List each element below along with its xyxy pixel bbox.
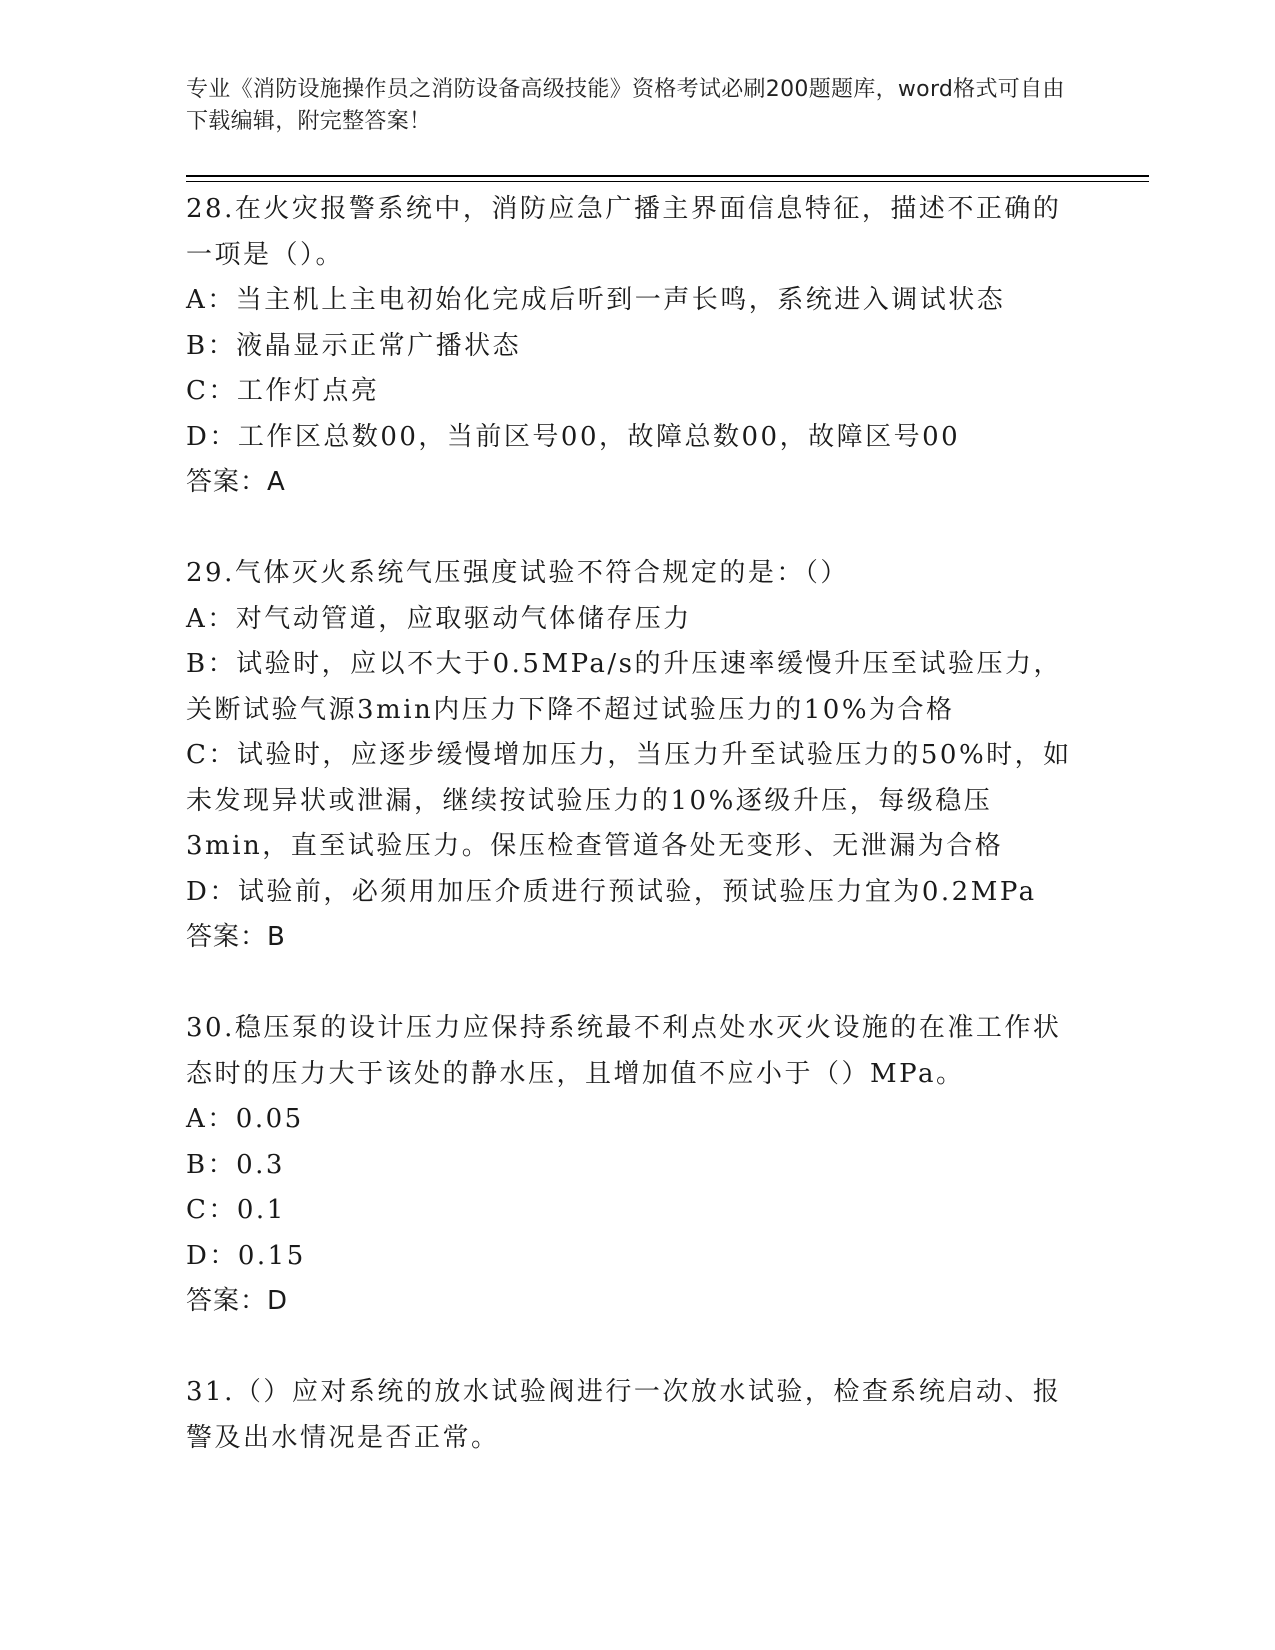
answer-label: 答案：B <box>186 922 286 952</box>
question-stem: 31.（）应对系统的放水试验阀进行一次放水试验，检查系统启动、报警及出水情况是否正常。 <box>186 1377 1062 1453</box>
document-header: 专业《消防设施操作员之消防设备高级技能》资格考试必刷200题题库，word格式可自由下载编辑，附完整答案！ <box>186 77 1065 134</box>
question-30 <box>186 1006 1086 1370</box>
question-31 <box>186 1370 1086 1461</box>
question-list <box>186 187 1086 1461</box>
option-d: D：试验前，必须用加压介质进行预试验，预试验压力宜为0.2MPa <box>186 876 1037 907</box>
question-spacer <box>186 506 1086 552</box>
option-d: D：0.15 <box>186 1240 306 1271</box>
question-spacer <box>186 1325 1086 1371</box>
question-28 <box>186 187 1086 551</box>
answer-label: 答案：A <box>186 467 286 497</box>
option-a: A：对气动管道，应取驱动气体储存压力 <box>186 603 692 634</box>
question-29 <box>186 551 1086 1006</box>
option-b: B：液晶显示正常广播状态 <box>186 330 522 361</box>
option-a: A：当主机上主电初始化完成后听到一声长鸣，系统进入调试状态 <box>186 285 1006 315</box>
question-spacer <box>186 961 1086 1007</box>
option-c: C：工作灯点亮 <box>186 376 380 406</box>
option-c: C：0.1 <box>186 1195 286 1225</box>
question-stem: 30.稳压泵的设计压力应保持系统最不利点处水灭火设施的在准工作状态时的压力大于该处的静水压，且增加值不应小于（）MPa。 <box>186 1013 1062 1089</box>
option-c: C：试验时，应逐步缓慢增加压力，当压力升至试验压力的50%时，如未发现异状或泄漏，继续按试验压力的10%逐级升压，每级稳压3min，直至试验压力。保压检查管道各处无变形、无泄漏为合格 <box>186 740 1072 861</box>
header-rule-thin <box>186 181 1149 182</box>
question-stem: 29.气体灭火系统气压强度试验不符合规定的是：（） <box>186 558 849 588</box>
option-d: D：工作区总数00，当前区号00，故障总数00，故障区号00 <box>186 421 961 452</box>
option-b: B：0.3 <box>186 1149 285 1180</box>
option-b: B：试验时，应以不大于0.5MPa/s的升压速率缓慢升压至试验压力，关断试验气源3min内压力下降不超过试验压力的10%为合格 <box>186 649 1063 725</box>
option-a: A：0.05 <box>186 1104 304 1134</box>
answer-label: 答案：D <box>186 1286 289 1316</box>
header-rule-thick <box>186 175 1149 177</box>
question-stem: 28.在火灾报警系统中，消防应急广播主界面信息特征，描述不正确的一项是（）。 <box>186 194 1062 270</box>
